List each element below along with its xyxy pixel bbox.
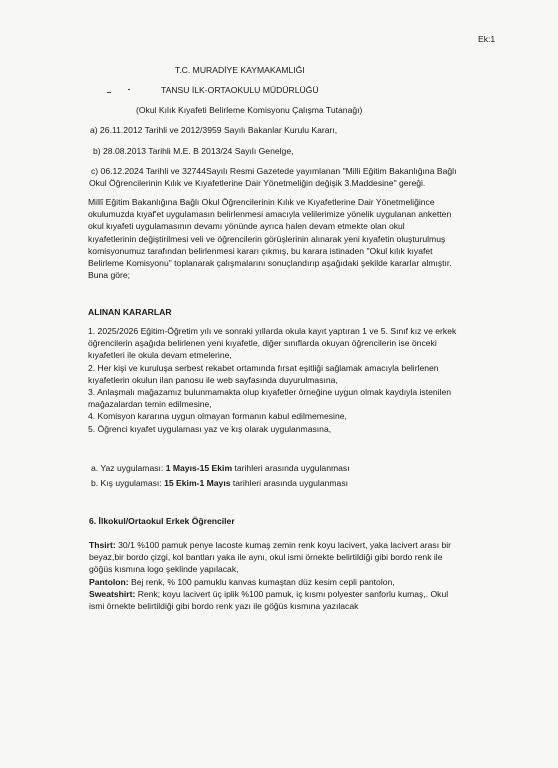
intro-line: komisyonumuz tarafından belirlenmesi kararı çıkmış, bu karara istinaden "Okul kılık kıyafet bbox=[88, 245, 433, 256]
scan-mark bbox=[107, 92, 111, 93]
reference-c: c) 06.12.2024 Tarihli ve 32744Sayılı Resmi Gazetede yayımlanan "Milli Eğitim Bakanlığına Bağlı bbox=[91, 166, 457, 176]
sweatshirt-line bbox=[89, 588, 451, 600]
decision-line: kıyafetlerin okulun ilan panosu ile web sayfasında duyurulmasına, bbox=[88, 374, 338, 385]
summer-dates: 1 Mayıs-15 Ekim bbox=[165, 463, 233, 473]
winter-prefix: b. Kış uygulaması: bbox=[91, 478, 165, 488]
intro-line: Millî Eğitim Bakanlığına Bağlı Okul Öğrencilerinin Kılık ve Kıyafetlerine Dair Yönetmeliğince bbox=[88, 197, 435, 207]
tshirt-line: göğüs kısmına logo şeklinde yapılacak, bbox=[89, 564, 239, 575]
pants-text: Bej renk, % 100 pamuklu kanvas kumaştan düz kesim cepli pantolon, bbox=[128, 576, 395, 587]
decision-line: mağazalardan temin edilmesine, bbox=[88, 399, 212, 410]
decisions-title: ALINAN KARARLAR bbox=[88, 307, 172, 317]
section-6-body bbox=[89, 539, 451, 612]
tshirt-line bbox=[89, 539, 451, 551]
decisions-list bbox=[88, 325, 456, 435]
decision-line: öğrencilerin aşağıda belirlenen yeni kıyafetle, diğer sınıflarda okuyan öğrencilerin ise önceki bbox=[88, 338, 437, 349]
intro-line: Belirleme Komisyonu" toplanarak çalışmalarını sonuçlandırıp aşağıdaki şekilde kararlar almıştır. bbox=[88, 258, 452, 269]
winter-suffix: tarihleri arasında uygulanması bbox=[230, 478, 349, 488]
summer-prefix: a. Yaz uygulaması: bbox=[91, 463, 166, 473]
sweatshirt-label: Sweatshirt: bbox=[89, 588, 136, 599]
intro-line: okul kıyafeti uygulamasının devamı yönünde ayrıca halen devam etmekte olan okul bbox=[88, 221, 405, 232]
intro-line: okulumuzda kıyaf'et uygulamasın belirlenmesi amacıyla velilerimize yönelik uygulanan anketten bbox=[88, 209, 452, 220]
pants-line bbox=[89, 576, 451, 588]
scan-mark bbox=[128, 89, 130, 90]
sweatshirt-text: Renk; koyu lacivert üç iplik %100 pamuk, iç kısmı polyester sanforlu kumaş,. Okul bbox=[135, 588, 449, 599]
intro-line: Buna göre; bbox=[88, 270, 131, 281]
decision-line: 4. Komisyon kararına uygun olmayan formanın kabul edilmemesine, bbox=[88, 411, 347, 422]
tshirt-text: 30/1 %100 pamuk penye lacoste kumaş zemin renk koyu lacivert, yaka lacivert arası bir bbox=[115, 540, 452, 550]
decision-line: 3. Anlaşmalı mağazamız bulunmamakta olup kıyafetler örneğine uygun olmak kaydıyla istenilen bbox=[88, 387, 452, 398]
winter-dates: 15 Ekim-1 Mayıs bbox=[164, 478, 231, 488]
intro-paragraph bbox=[88, 196, 452, 281]
school-title: TANSU İLK-ORTAOKULU MÜDÜRLÜĞÜ bbox=[161, 85, 319, 95]
tshirt-line: beyaz,bir bordo çizgi, kol bantları yaka ile aynı, okul ismi örnekte belirtildiği gibi bordo renk ile bbox=[89, 552, 443, 563]
intro-line: kıyafetlerinin değiştirilmesi veli ve öğrencilerin görüşlerinin alınarak yeni kıyafetin oluşturulmuş bbox=[88, 233, 446, 244]
sweatshirt-line: ismi örnekte belirtildiği gibi bordo renk yazı ile göğüs kısmına yazılacak bbox=[89, 601, 359, 612]
annex-label: Ek:1 bbox=[478, 34, 496, 44]
authority-title: T.C. MURADİYE KAYMAKAMLIĞI bbox=[175, 65, 305, 75]
summer-period bbox=[91, 462, 350, 474]
summer-suffix: tarihleri arasında uygulanması bbox=[232, 463, 350, 473]
document-subtitle: (Okul Kılık Kıyafeti Belirleme Komisyonu Çalışma Tutanağı) bbox=[136, 105, 363, 115]
decision-line: kıyafetleri ile okula devam etmelerine, bbox=[88, 350, 232, 361]
section-6-title: 6. İlkokul/Ortaokul Erkek Öğrenciler bbox=[89, 516, 235, 526]
decision-line: 1. 2025/2026 Eğitim-Öğretim yılı ve sonraki yıllarda okula kayıt yaptıran 1 ve 5. Sınıf kız ve erkek bbox=[88, 326, 457, 336]
decision-line: 2. Her kişi ve kuruluşa serbest rekabet ortamında fırsat eşitliği sağlamak amacıyla belirlenen bbox=[88, 362, 439, 373]
decision-line: 5. Öğrenci kıyafet uygulaması yaz ve kış olarak uygulanmasına, bbox=[88, 423, 332, 434]
reference-a: a) 26.11.2012 Tarihli ve 2012/3959 Sayılı Bakanlar Kurulu Kararı, bbox=[90, 125, 338, 135]
reference-c-continued: Okul Öğrencilerinin Kılık ve Kıyafetlerine Dair Yönetmeliğin değişik 3.Maddesine" gereği. bbox=[89, 178, 426, 188]
winter-period bbox=[91, 477, 348, 489]
tshirt-label: Thsirt: bbox=[89, 540, 116, 550]
reference-b: b) 28.08.2013 Tarihli M.E. B 2013/24 Sayılı Genelge, bbox=[93, 146, 294, 156]
pants-label: Pantolon: bbox=[89, 576, 129, 587]
